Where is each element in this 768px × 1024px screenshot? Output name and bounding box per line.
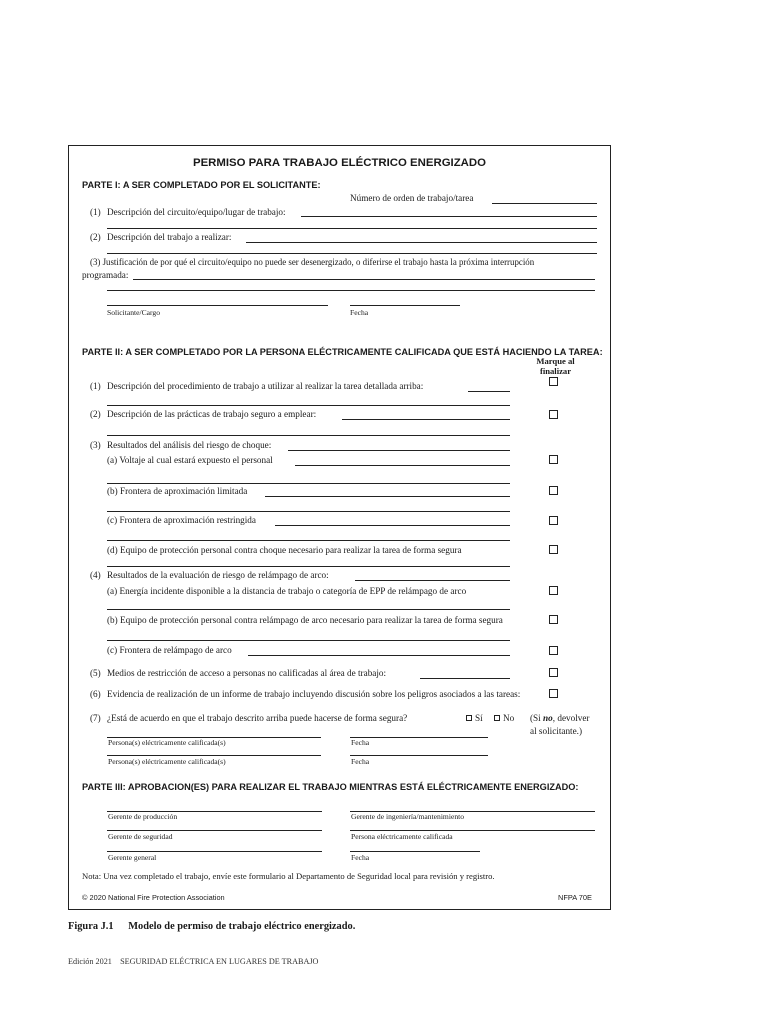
qualified-person-label-2: Persona(s) eléctricamente calificada(s) (108, 757, 226, 766)
figure-caption (68, 922, 355, 932)
p2-q3c-field-line2[interactable] (107, 540, 510, 541)
p2-q2-number: (2) (90, 409, 101, 419)
p2-q4-number: (4) (90, 570, 101, 580)
p2-q3d-checkbox[interactable] (549, 545, 558, 554)
production-manager-label: Gerente de producción (108, 812, 178, 821)
p2-q4c-label: (c) Frontera de relámpago de arco (107, 645, 232, 655)
general-manager-field[interactable] (107, 851, 322, 852)
yes-label: Sí (475, 713, 483, 723)
work-order-field[interactable] (492, 203, 597, 204)
safety-manager-field[interactable] (107, 830, 322, 831)
p2-q3-number: (3) (90, 440, 101, 450)
submission-note: Nota: Una vez completado el trabajo, envíe este formulario al Departamento de Seguridad local para revisión y registro. (82, 871, 495, 881)
engineering-manager-label: Gerente de ingeniería/mantenimiento (351, 812, 465, 821)
qualified-person-label-1: Persona(s) eléctricamente calificada(s) (108, 738, 226, 747)
no-checkbox[interactable] (494, 715, 500, 721)
p2-q3d-label: (d) Equipo de protección personal contra choque necesario para realizar la tarea de forma segura (107, 545, 462, 555)
requester-date-label: Fecha (350, 308, 369, 317)
p2-q1-number: (1) (90, 381, 101, 391)
p2-q3b-label: (b) Frontera de aproximación limitada (107, 486, 248, 496)
qualified-date-field-2[interactable] (350, 755, 488, 756)
p2-q4a-checkbox[interactable] (549, 586, 558, 595)
p2-q6-number: (6) (90, 689, 101, 699)
p2-q1-field-line2[interactable] (107, 405, 510, 406)
requester-signature-field[interactable] (107, 305, 328, 306)
p2-q1-checkbox[interactable] (549, 377, 558, 386)
p1-q1-field-line2[interactable] (107, 228, 597, 229)
qualified-date-label-1: Fecha (351, 738, 370, 747)
p2-q4c-checkbox[interactable] (549, 646, 558, 655)
p2-q3b-field-line2[interactable] (107, 511, 510, 512)
part1-heading: PARTE I: A SER COMPLETADO POR EL SOLICITANTE: (82, 180, 321, 190)
work-order-label: Número de orden de trabajo/tarea (350, 193, 474, 203)
p2-q4a-field[interactable] (107, 609, 510, 610)
p2-q4-label: Resultados de la evaluación de riesgo de relámpago de arco: (107, 570, 329, 580)
p2-q4b-label: (b) Equipo de protección personal contra relámpago de arco necesario para realizar la tarea de forma segura (107, 615, 503, 625)
approval-date-field[interactable] (350, 851, 480, 852)
p1-q3-label-line1: (3) Justificación de por qué el circuito/equipo no puede ser desenergizado, o diferirse el trabajo hasta la próxima interrupción (90, 257, 535, 267)
p2-q4b-field[interactable] (107, 640, 510, 641)
p1-q2-number: (2) (90, 232, 101, 242)
p2-q3b-checkbox[interactable] (549, 486, 558, 495)
part3-heading: PARTE III: APROBACION(ES) PARA REALIZAR EL TRABAJO MIENTRAS ESTÁ ELÉCTRICAMENTE ENERGIZADO: (82, 782, 579, 792)
qualified-date-field-1[interactable] (350, 737, 488, 738)
p2-q6-checkbox[interactable] (549, 689, 558, 698)
requester-signature-label: Solicitante/Cargo (107, 308, 161, 317)
p1-q2-field[interactable] (246, 242, 597, 243)
p1-q2-field-line2[interactable] (107, 253, 597, 254)
p1-q1-label: Descripción del circuito/equipo/lugar de trabajo: (107, 207, 286, 217)
requester-date-field[interactable] (350, 305, 460, 306)
p2-q3-field[interactable] (288, 450, 510, 451)
nfpa-code: NFPA 70E (558, 893, 592, 902)
p1-q1-field[interactable] (301, 216, 597, 217)
p2-q2-field[interactable] (342, 419, 510, 420)
p2-q2-field-line2[interactable] (107, 435, 510, 436)
p2-q5-number: (5) (90, 668, 101, 678)
general-manager-label: Gerente general (108, 853, 157, 862)
p2-q3a-field[interactable] (295, 465, 510, 466)
figure-caption-text: Modelo de permiso de trabajo eléctrico energizado. (128, 921, 356, 932)
p1-q1-number: (1) (90, 207, 101, 217)
p2-q5-label: Medios de restricción de acceso a personas no calificadas al área de trabajo: (107, 668, 387, 678)
qualified-date-label-2: Fecha (351, 757, 370, 766)
approval-date-label: Fecha (351, 853, 370, 862)
p2-q4c-field[interactable] (248, 655, 510, 656)
p2-q3-label: Resultados del análisis del riesgo de choque: (107, 440, 272, 450)
qualified-person-approval-label: Persona eléctricamente calificada (351, 832, 453, 841)
yes-option[interactable] (466, 714, 483, 723)
p1-q2-label: Descripción del trabajo a realizar: (107, 232, 232, 242)
p2-q1-label: Descripción del procedimiento de trabajo a utilizar al realizar la tarea detallada arriba: (107, 381, 424, 391)
p2-q4-field[interactable] (355, 580, 510, 581)
p2-q3a-field-line2[interactable] (107, 483, 510, 484)
p2-q3a-checkbox[interactable] (549, 455, 558, 464)
copyright-text: © 2020 National Fire Protection Association (82, 893, 225, 902)
p2-q5-field[interactable] (420, 678, 510, 679)
p2-q3d-field[interactable] (107, 566, 510, 567)
check-header-line1: Marque al (536, 356, 575, 366)
p2-q3a-label: (a) Voltaje al cual estará expuesto el personal (107, 455, 273, 465)
p2-q2-checkbox[interactable] (549, 410, 558, 419)
p2-q5-checkbox[interactable] (549, 668, 558, 677)
return-note-line2: al solicitante.) (530, 726, 583, 736)
check-header-line2: finalizar (539, 366, 572, 376)
safety-manager-label: Gerente de seguridad (108, 832, 173, 841)
part2-heading: PARTE II: A SER COMPLETADO POR LA PERSONA ELÉCTRICAMENTE CALIFICADA QUE ESTÁ HACIENDO LA TAREA: (82, 347, 603, 357)
yes-checkbox[interactable] (466, 715, 472, 721)
no-option[interactable] (494, 714, 514, 723)
qualified-person-field-2[interactable] (107, 755, 321, 756)
p1-q3-field[interactable] (133, 279, 595, 280)
page-footer: Edición 2021 SEGURIDAD ELÉCTRICA EN LUGARES DE TRABAJO (68, 957, 319, 966)
p2-q7-label: ¿Está de acuerdo en que el trabajo descrito arriba puede hacerse de forma segura? (107, 713, 408, 723)
p2-q1-field[interactable] (468, 391, 510, 392)
p2-q3c-field[interactable] (275, 525, 510, 526)
p1-q3-field-line2[interactable] (107, 290, 595, 291)
form-title: PERMISO PARA TRABAJO ELÉCTRICO ENERGIZADO (192, 157, 486, 169)
return-note-line1: (Si no, devolver (530, 713, 590, 723)
p2-q3c-label: (c) Frontera de aproximación restringida (107, 515, 256, 525)
figure-label: Figura J.1 (68, 921, 114, 932)
qualified-person-approval-field[interactable] (350, 830, 595, 831)
check-column-header (528, 356, 583, 376)
p2-q3c-checkbox[interactable] (549, 516, 558, 525)
no-label: No (503, 713, 515, 723)
p2-q6-label: Evidencia de realización de un informe de trabajo incluyendo discusión sobre los peligros asociados a las tareas: (107, 689, 521, 699)
p2-q7-number: (7) (90, 713, 101, 723)
p1-q3-label-line2: programada: (82, 270, 129, 280)
p2-q4a-label: (a) Energía incidente disponible a la distancia de trabajo o categoría de EPP de relámpago de arco (107, 586, 467, 596)
p2-q4b-checkbox[interactable] (549, 615, 558, 624)
p2-q3b-field[interactable] (265, 496, 510, 497)
p2-q2-label: Descripción de las prácticas de trabajo seguro a emplear: (107, 409, 317, 419)
